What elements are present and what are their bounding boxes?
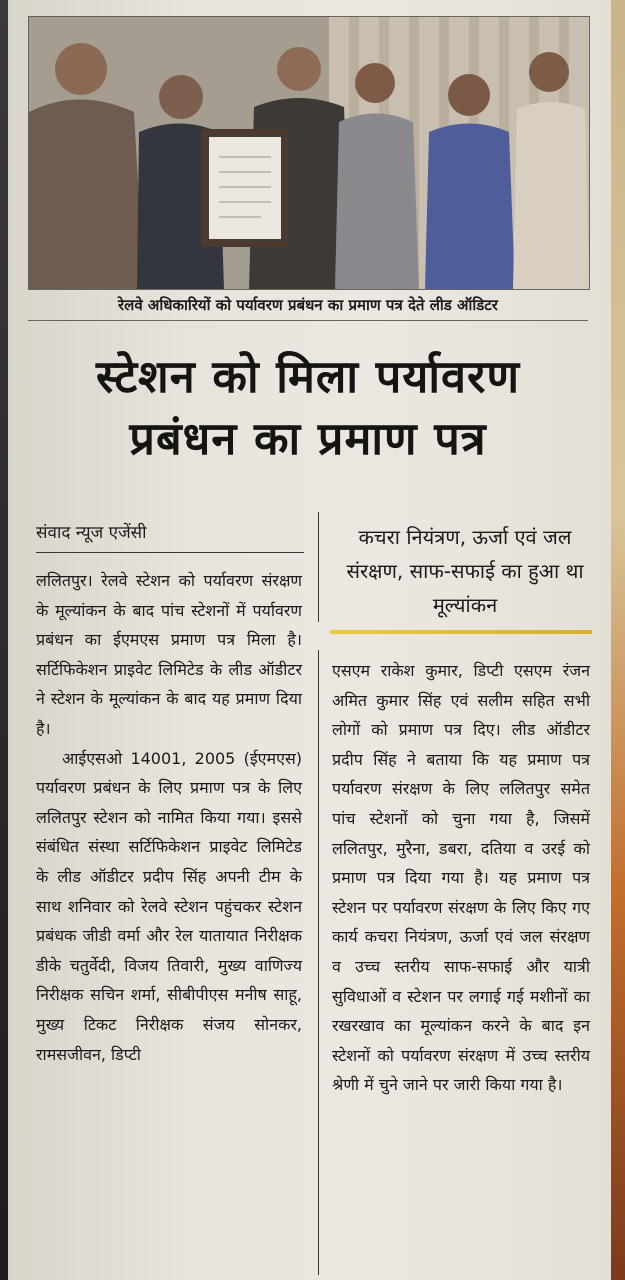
subheadline-underline	[330, 630, 592, 634]
byline-rule	[36, 552, 304, 553]
headline-line-2: प्रबंधन का प्रमाण पत्र	[129, 412, 487, 465]
column-divider	[318, 650, 319, 1275]
background-right-edge	[611, 0, 625, 1280]
column-divider-top	[318, 512, 319, 622]
article-paragraph: ललितपुर। रेलवे स्टेशन को पर्यावरण संरक्षण के मूल्यांकन के बाद पांच स्टेशनों में पर्यावरण प्रबंधन का ईएमएस प्रमाण पत्र मिला है। सर्टिफिकेशन प्राइवेट लिमिटेड के लीड ऑडीटर ने स्टेशन के मूल्यांकन के बाद यह प्रमाण दिया है।	[36, 571, 302, 738]
headline	[28, 346, 588, 470]
photo-caption: रेलवे अधिकारियों को पर्यावरण प्रबंधन का प्रमाण पत्र देते लीड ऑडिटर	[28, 292, 588, 321]
article-paragraph: आईएसओ 14001, 2005 (ईएमएस) पर्यावरण प्रबंधन के लिए प्रमाण पत्र के लिए ललितपुर स्टेशन को नामित किया गया। इससे संबंधित संस्था सर्टिफिकेशन प्राइवेट लिमिटेड के लीड ऑडीटर प्रदीप सिंह अपनी टीम के साथ शनिवार को रेलवे स्टेशन पहुंचकर स्टेशन प्रबंधक जीडी वर्मा और रेल यातायात निरीक्षक डीके चतुर्वेदी, विजय तिवारी, मुख्य वाणिज्य निरीक्षक सचिन शर्मा, सीबीपीएस मनीष साहू, मुख्य टिकट निरीक्षक संजय सोनकर, रामसजीवन, डिप्टी	[36, 748, 302, 1064]
news-photo	[28, 16, 590, 290]
headline-line-1: स्टेशन को मिला पर्यावरण	[96, 350, 520, 403]
news-photo-illustration	[29, 17, 589, 289]
article-right-column	[332, 656, 590, 1100]
byline: संवाद न्यूज एजेंसी	[36, 523, 147, 543]
subheadline: कचरा नियंत्रण, ऊर्जा एवं जल संरक्षण, साफ-सफाई का हुआ था मूल्यांकन	[346, 525, 584, 617]
article-left-column	[36, 566, 302, 1069]
article-paragraph: एसएम राकेश कुमार, डिप्टी एसएम रंजन अमित कुमार सिंह एवं सलीम सहित सभी लोगों को प्रमाण पत्र दिए। लीड ऑडीटर प्रदीप सिंह ने बताया कि यह प्रमाण पत्र पर्यावरण संरक्षण के लिए ललितपुर समेत पांच स्टेशनों को चुना गया है, जिसमें ललितपुर, मुरैना, डबरा, दतिया व उरई को प्रमाण पत्र दिया गया है। यह प्रमाण पत्र स्टेशन पर पर्यावरण संरक्षण के लिए किए गए कार्य कचरा नियंत्रण, ऊर्जा एवं जल संरक्षण व उच्च स्तरीय साफ-सफाई और यात्री सुविधाओं व स्टेशन पर लगाई गई मशीनों का रखरखाव का मूल्यांकन करने के बाद इन स्टेशनों को पर्यावरण संरक्षण में उच्च स्तरीय श्रेणी में चुने जाने पर जारी किया गया है।	[332, 661, 590, 1095]
